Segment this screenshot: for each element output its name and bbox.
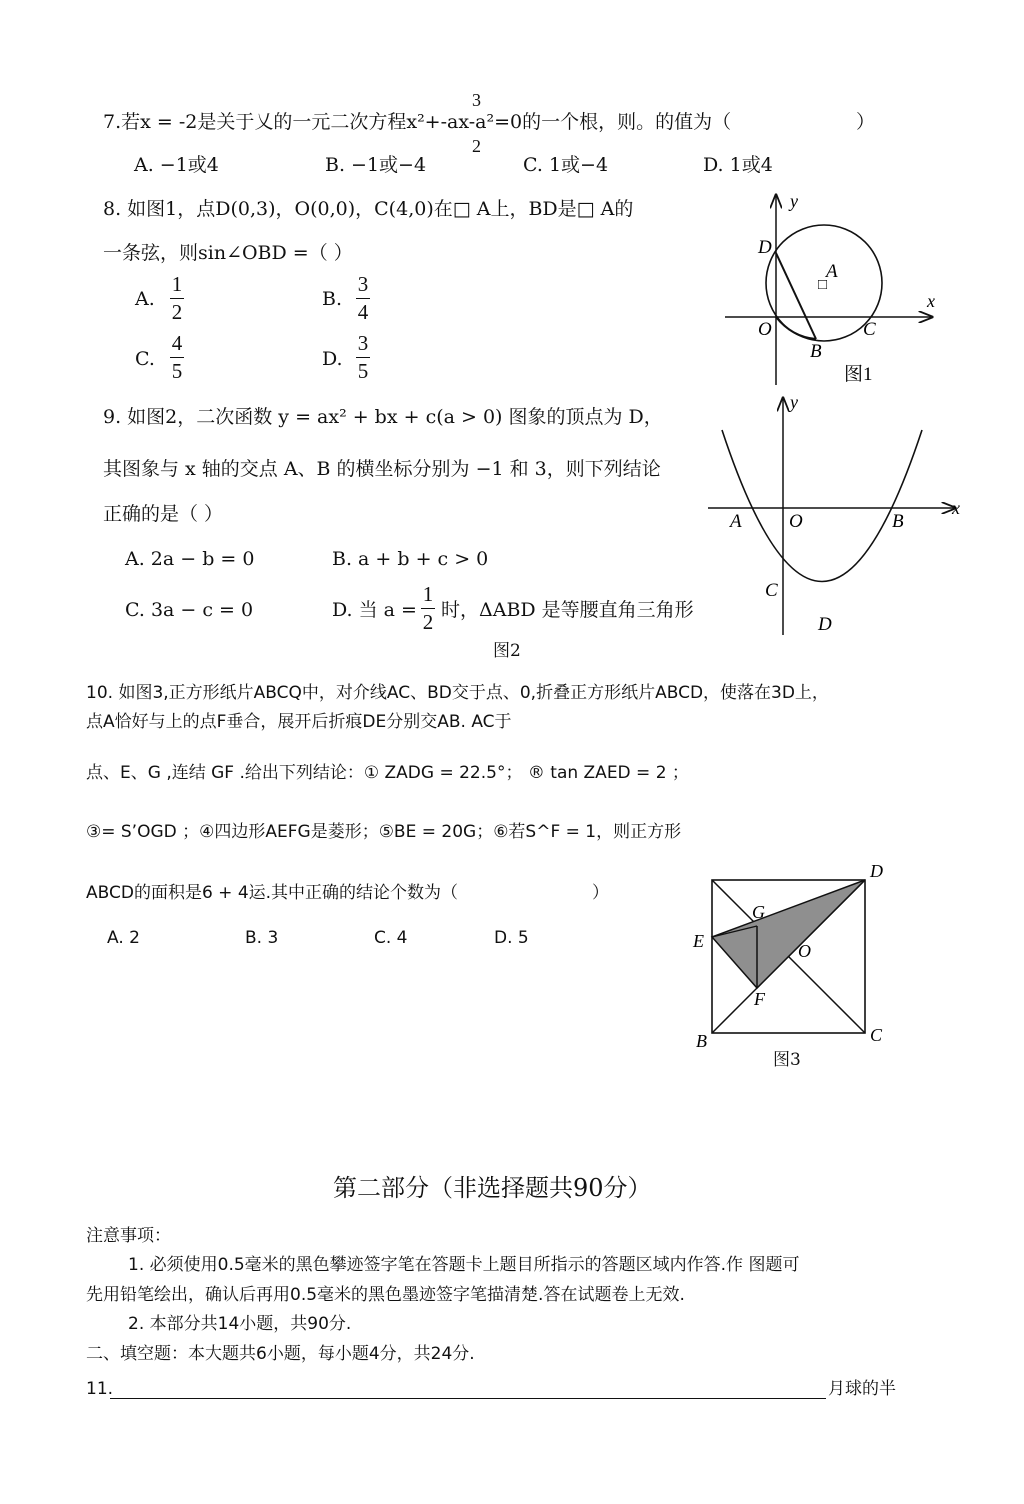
q7-close-paren: ） <box>856 111 876 133</box>
q8-option-b-label: B. <box>322 288 343 310</box>
fig3-label-g: G <box>752 902 765 922</box>
q9-option-b: B. a + b + c > 0 <box>332 548 489 570</box>
q7-option-a: A. −1或4 <box>134 154 219 176</box>
q10-line5: ABCD的面积是6 + 4运.其中正确的结论个数为（ <box>86 883 459 903</box>
notice-item-1-cont: 先用铅笔绘出，确认后再用0.5毫米的黑色墨迹签字笔描清楚.答在试题卷上无效. <box>86 1285 685 1305</box>
figure-1 <box>720 185 950 390</box>
q8-option-a-den: 2 <box>171 300 183 324</box>
fig2-label-c: C <box>765 580 778 601</box>
fig3-label-d: D <box>870 861 883 881</box>
fig2-label-x: x <box>952 498 960 518</box>
fig2-caption: 图2 <box>493 641 521 661</box>
q7-option-d: D. 1或4 <box>703 154 773 176</box>
q7-fraction-numerator: 3 <box>472 90 481 110</box>
q9-option-d-num: 1 <box>422 582 434 606</box>
q8-option-c-num: 4 <box>171 331 183 355</box>
q8-option-c-label: C. <box>135 348 155 370</box>
q10-option-a: A. 2 <box>107 928 140 948</box>
fig3-label-f: F <box>754 989 765 1009</box>
q7-option-c: C. 1或−4 <box>523 154 609 176</box>
fig3-label-b: B <box>696 1031 707 1051</box>
fig1-center-mark: □ <box>818 277 828 293</box>
q7-stem: 7.若x = -2是关于乂的一元二次方程x²+-ax-a²=0的一个根，则。的值为（ <box>103 111 732 133</box>
fig3-label-e: E <box>693 931 704 951</box>
q8-option-b-den: 4 <box>357 300 369 324</box>
notice-title: 注意事项： <box>86 1226 171 1246</box>
q8-stem-line2: 一条弦，则sin∠OBD =（ ） <box>103 242 353 264</box>
q8-stem-line1: 8. 如图1，点D(0,3)，O(0,0)，C(4,0)在□ A上，BD是□ A的 <box>103 198 634 220</box>
fig1-label-d: D <box>758 237 772 258</box>
q8-option-d-fraction <box>356 333 370 382</box>
q11-answer-blank[interactable] <box>110 1398 826 1399</box>
q8-option-b-num: 3 <box>357 272 369 296</box>
q7-fraction-denominator: 2 <box>472 136 481 156</box>
q9-option-d-den: 2 <box>422 610 434 634</box>
fig1-label-c: C <box>863 319 876 340</box>
q8-option-d-den: 5 <box>357 359 369 383</box>
q10-line2: 点A恰好与上的点F垂合，展开后折痕DE分别交AB. AC于 <box>86 712 512 732</box>
q10-line5-close: ） <box>592 883 609 903</box>
fig2-parabola <box>722 430 922 582</box>
fig2-label-d: D <box>818 614 832 635</box>
q8-option-d-num: 3 <box>357 331 369 355</box>
section-fill-in: 二、填空题：本大题共6小题，每小题4分，共24分. <box>86 1344 475 1364</box>
q10-option-b: B. 3 <box>245 928 279 948</box>
q8-option-d-label: D. <box>322 348 343 370</box>
q11-tail: 月球的半 <box>828 1379 896 1399</box>
fig1-chord-bd <box>776 253 816 339</box>
q8-option-c-den: 5 <box>171 359 183 383</box>
part2-heading: 第二部分（非选择题共90分） <box>333 1174 652 1202</box>
q10-line1: 10. 如图3,正方形纸片ABCQ中，对介线AC、BD交于点、0,折叠正方形纸片ABCD，使落在3D上， <box>86 683 829 703</box>
notice-item-1: 1. 必须使用0.5毫米的黑色攀迹签字笔在答题卡上题目所指示的答题区域内作答.作 图题可 <box>128 1255 800 1275</box>
q8-option-a-label: A. <box>135 288 155 310</box>
fig1-label-a: A <box>826 261 838 282</box>
q9-option-c: C. 3a − c = 0 <box>125 599 254 621</box>
q9-stem-line1: 9. 如图2，二次函数 y = ax² + bx + c(a > 0) 图象的顶点为 D， <box>103 406 663 428</box>
q11-number: 11. <box>86 1379 114 1399</box>
q9-option-a: A. 2a − b = 0 <box>125 548 255 570</box>
q10-line3: 点、E、G ,连结 GF .给出下列结论：① ZADG = 22.5°； ® tan ZAED = 2 ； <box>86 763 689 783</box>
q8-option-c-fraction <box>170 333 184 382</box>
fig3-label-c: C <box>870 1025 883 1045</box>
fig3-shaded-triangle <box>712 880 865 988</box>
fig1-label-x: x <box>927 291 935 311</box>
q9-option-d-fraction <box>421 584 435 633</box>
q10-line4: ③= S’OGD ；④四边形AEFG是菱形；⑤BE = 20G；⑥若S^F = 1，则正方形 <box>86 822 682 842</box>
q9-stem-line2: 其图象与 x 轴的交点 A、B 的横坐标分别为 −1 和 3，则下列结论 <box>103 458 661 480</box>
figure-2 <box>700 390 970 665</box>
q9-option-d-prefix: D. 当 a = <box>332 599 417 621</box>
q10-option-c: C. 4 <box>374 928 408 948</box>
fig2-label-a: A <box>730 511 742 532</box>
fig1-label-b: B <box>810 341 822 362</box>
fig3-caption: 图3 <box>773 1050 801 1070</box>
fig1-caption: 图1 <box>844 364 873 385</box>
q8-option-a-num: 1 <box>171 272 183 296</box>
q10-option-d: D. 5 <box>494 928 529 948</box>
q8-option-a-fraction <box>170 274 184 323</box>
q9-stem-line3: 正确的是（ ） <box>103 503 224 525</box>
q9-option-d-suffix: 时，ΔABD 是等腰直角三角形 <box>441 599 694 621</box>
fig2-label-y: y <box>790 392 798 412</box>
fig3-label-o: O <box>798 941 811 961</box>
fig2-label-b: B <box>892 511 904 532</box>
fig1-label-o: O <box>758 319 772 340</box>
fig2-label-o: O <box>789 511 803 532</box>
q8-option-b-fraction <box>356 274 370 323</box>
fig1-label-y: y <box>790 191 798 211</box>
notice-item-2: 2. 本部分共14小题，共90分. <box>128 1314 352 1334</box>
q7-option-b: B. −1或−4 <box>325 154 427 176</box>
figure-3 <box>690 855 900 1055</box>
